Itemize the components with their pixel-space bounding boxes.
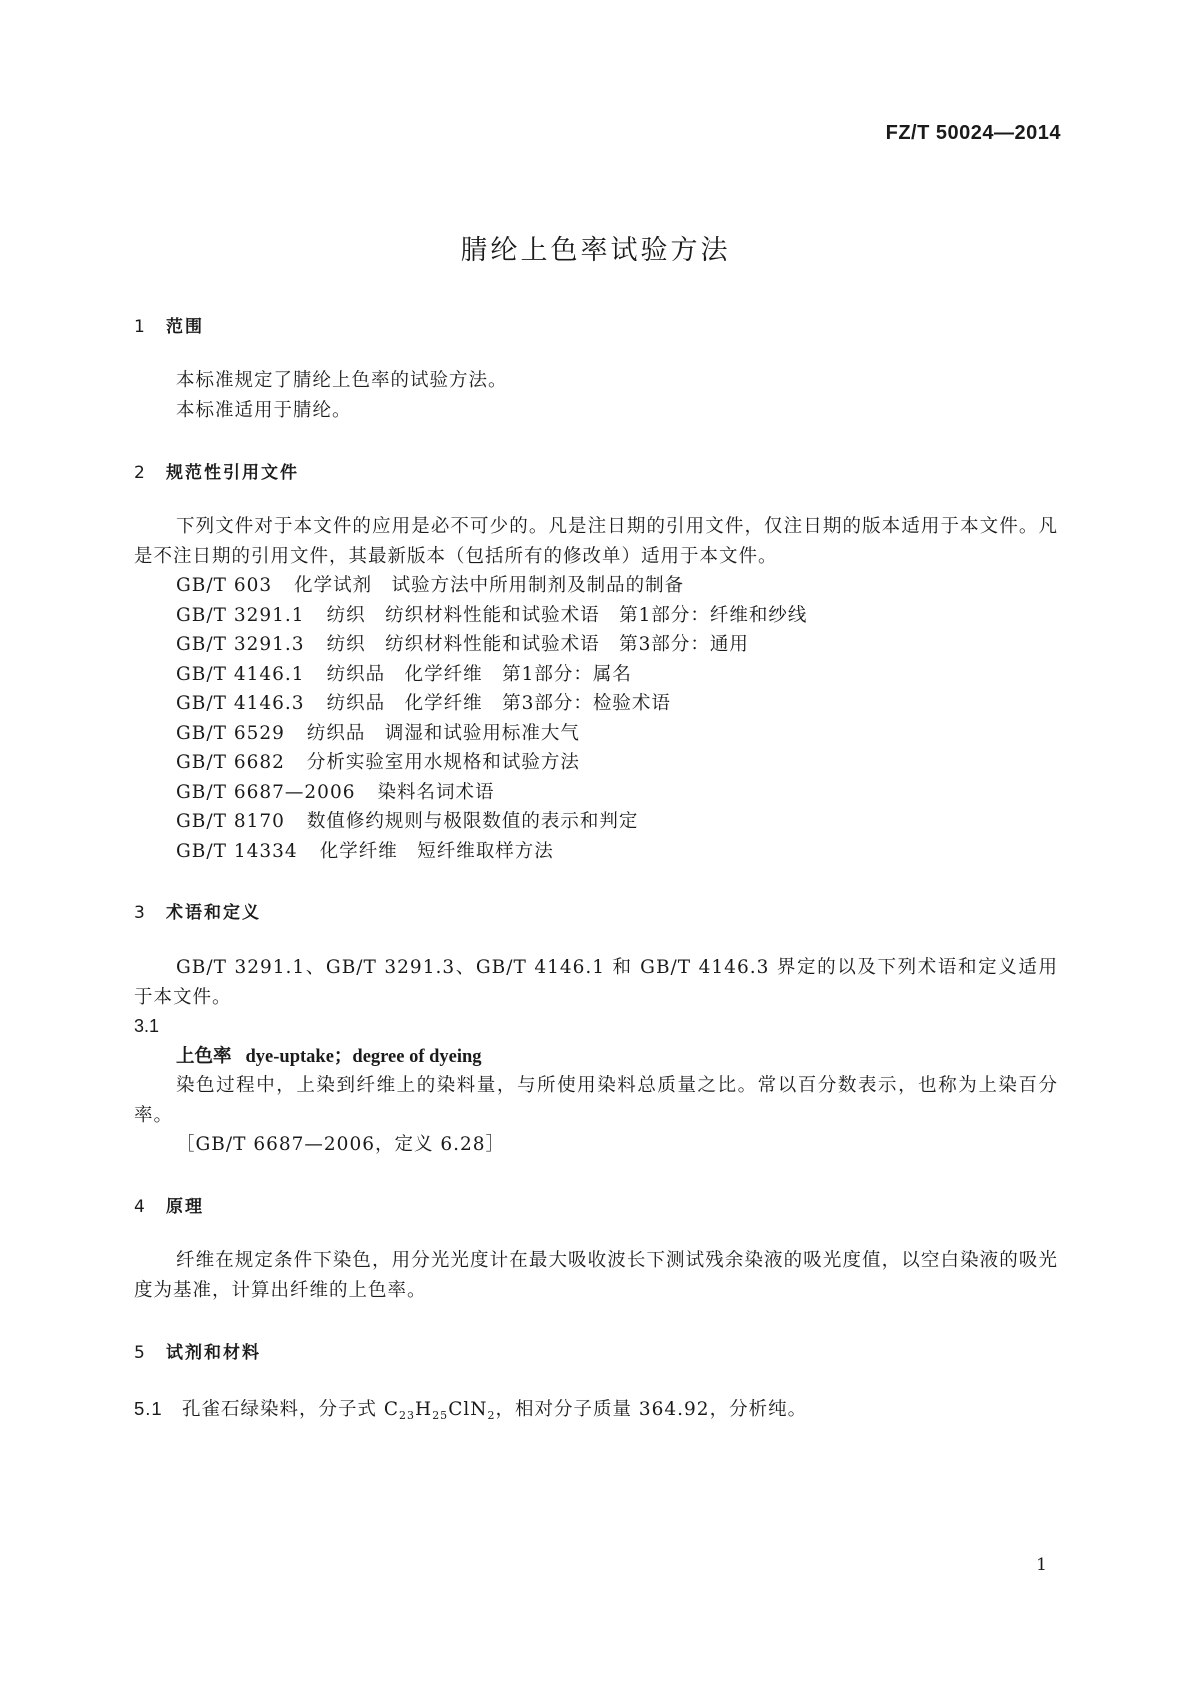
- reagent-text: ，相对分子质量 364.92，分析纯。: [495, 1399, 808, 1420]
- reference-title: 纺织品 化学纤维 第1部分：属名: [326, 664, 632, 685]
- reference-code: GB/T 3291.3: [176, 634, 305, 655]
- reference-title: 分析实验室用水规格和试验方法: [306, 752, 580, 773]
- formula-subscript: 25: [432, 1409, 449, 1422]
- reference-item: [176, 807, 638, 837]
- reference-code: GB/T 4146.1: [176, 664, 305, 685]
- reference-code: GB/T 603: [176, 575, 273, 596]
- reference-title: 化学纤维 短纤维取样方法: [319, 841, 554, 862]
- reference-title: 染料名词术语: [377, 782, 495, 803]
- scope-paragraph-2: 本标准适用于腈纶。: [176, 400, 352, 421]
- reference-item: [176, 748, 580, 778]
- reference-title: 数值修约规则与极限数值的表示和判定: [306, 811, 639, 832]
- scope-paragraph-1: 本标准规定了腈纶上色率的试验方法。: [176, 370, 508, 391]
- section-title: 原理: [166, 1197, 204, 1217]
- reference-title: 纺织 纺织材料性能和试验术语 第3部分：通用: [326, 634, 749, 655]
- reference-code: GB/T 3291.1: [176, 605, 305, 626]
- section-number: 3: [134, 903, 145, 923]
- reference-title: 纺织品 化学纤维 第3部分：检验术语: [326, 693, 671, 714]
- reference-code: GB/T 6682: [176, 752, 285, 773]
- reference-item: [176, 689, 671, 719]
- term-source: ［GB/T 6687—2006，定义 6.28］: [176, 1134, 506, 1155]
- section-number: 4: [134, 1197, 145, 1217]
- document-title: 腈纶上色率试验方法: [460, 235, 731, 266]
- formula-part: ClN: [448, 1399, 488, 1420]
- page-number: 1: [1036, 1555, 1047, 1575]
- reference-code: GB/T 4146.3: [176, 693, 305, 714]
- formula-part: H: [415, 1399, 433, 1420]
- reagent-text: 孔雀石绿染料，分子式 C: [182, 1399, 400, 1420]
- section-5-heading: [134, 1338, 261, 1363]
- term-entry: [176, 1042, 482, 1068]
- section-number: 2: [134, 463, 145, 483]
- section-title: 规范性引用文件: [166, 463, 299, 483]
- reference-item: [176, 601, 807, 631]
- section-1-heading: [134, 312, 204, 337]
- section-title: 术语和定义: [166, 903, 261, 923]
- section-title: 试剂和材料: [166, 1343, 261, 1363]
- reference-item: [176, 837, 554, 867]
- reference-title: 化学试剂 试验方法中所用制剂及制品的制备: [294, 575, 685, 596]
- reagent-number: 5.1: [134, 1398, 163, 1419]
- reference-code: GB/T 6529: [176, 723, 285, 744]
- formula-subscript: 23: [399, 1409, 416, 1422]
- reference-item: [176, 719, 580, 749]
- term-chinese: 上色率: [176, 1046, 232, 1067]
- formula-subscript: 2: [487, 1409, 496, 1422]
- section-number: 1: [134, 317, 145, 337]
- standard-code: FZ/T 50024—2014: [885, 122, 1061, 144]
- subclause-number: 3.1: [134, 1016, 160, 1036]
- reference-item: [176, 630, 749, 660]
- term-definition: 染色过程中，上染到纤维上的染料量，与所使用染料总质量之比。常以百分数表示，也称为上染百分率。: [134, 1075, 1058, 1126]
- reference-item: [176, 778, 495, 808]
- reference-title: 纺织 纺织材料性能和试验术语 第1部分：纤维和纱线: [326, 605, 808, 626]
- section-title: 范围: [166, 317, 204, 337]
- reagent-item: [134, 1394, 807, 1431]
- terms-intro: GB/T 3291.1、GB/T 3291.3、GB/T 4146.1 和 GB/T 4146.3 界定的以及下列术语和定义适用于本文件。: [134, 957, 1058, 1008]
- term-english: dye-uptake；degree of dyeing: [245, 1047, 482, 1067]
- reference-title: 纺织品 调湿和试验用标准大气: [306, 723, 580, 744]
- reference-code: GB/T 14334: [176, 841, 298, 862]
- reference-code: GB/T 8170: [176, 811, 285, 832]
- reference-item: [176, 571, 684, 601]
- normative-references-intro: 下列文件对于本文件的应用是必不可少的。凡是注日期的引用文件，仅注日期的版本适用于本文件。凡是不注日期的引用文件，其最新版本（包括所有的修改单）适用于本文件。: [134, 516, 1058, 567]
- principle-paragraph: 纤维在规定条件下染色，用分光光度计在最大吸收波长下测试残余染液的吸光度值，以空白染液的吸光度为基准，计算出纤维的上色率。: [134, 1250, 1058, 1301]
- reference-item: [176, 660, 632, 690]
- section-2-heading: [134, 458, 299, 483]
- reference-code: GB/T 6687—2006: [176, 782, 356, 803]
- section-3-heading: [134, 898, 261, 923]
- section-4-heading: [134, 1192, 204, 1217]
- section-number: 5: [134, 1343, 145, 1363]
